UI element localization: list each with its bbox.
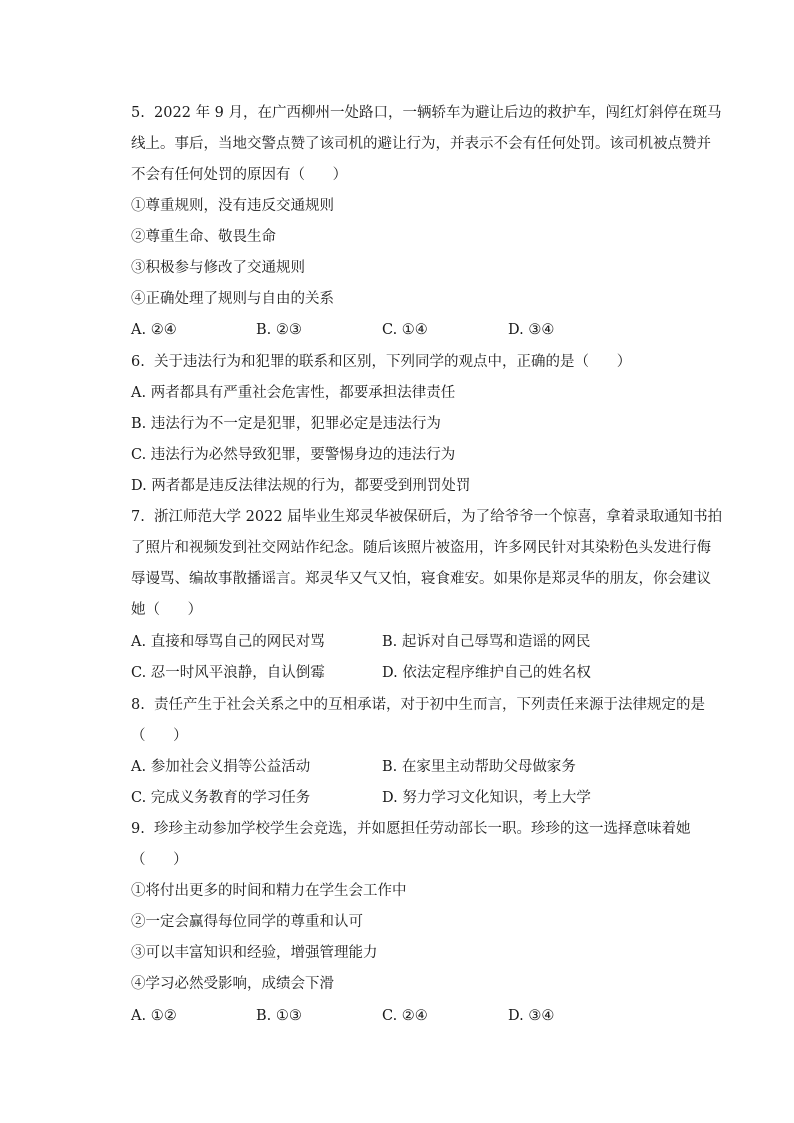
- q5-option-b: B. ②③: [256, 322, 302, 338]
- q7-option-b: B. 起诉对自己辱骂和造谣的网民: [382, 634, 591, 650]
- q8-option-a: A. 参加社会义捐等公益活动: [131, 759, 311, 775]
- q5-stem-line-1: 5. 2022 年 9 月，在广西柳州一处路口，一辆轿车为避让后边的救护车，闯红灯斜停在斑马: [131, 105, 722, 121]
- q9-option-d: D. ③④: [508, 1008, 555, 1024]
- q8-option-d: D. 努力学习文化知识，考上大学: [382, 790, 591, 806]
- q5-stem-line-2: 线上。事后，当地交警点赞了该司机的避让行为，并表示不会有任何处罚。该司机被点赞并: [131, 136, 711, 152]
- q9-option-c: C. ②④: [382, 1008, 428, 1024]
- q5-option-d: D. ③④: [508, 322, 555, 338]
- q5-item-1: ①尊重规则，没有违反交通规则: [131, 198, 334, 214]
- q9-item-3: ③可以丰富知识和经验，增强管理能力: [131, 945, 378, 961]
- q6-option-a: A. 两者都具有严重社会危害性，都要承担法律责任: [131, 385, 456, 401]
- q9-item-4: ④学习必然受影响，成绩会下滑: [131, 976, 334, 992]
- q6-option-c: C. 违法行为必然导致犯罪，要警惕身边的违法行为: [131, 447, 456, 463]
- q7-option-c: C. 忍一时风平浪静，自认倒霉: [131, 665, 325, 681]
- q5-item-2: ②尊重生命、敬畏生命: [131, 229, 276, 245]
- q6-option-d: D. 两者都是违反法律法规的行为，都要受到刑罚处罚: [131, 478, 471, 494]
- q5-item-4: ④正确处理了规则与自由的关系: [131, 291, 334, 307]
- q8-stem-line-2: （ ）: [131, 728, 188, 744]
- q9-option-a: A. ①②: [131, 1008, 177, 1024]
- q8-option-c: C. 完成义务教育的学习任务: [131, 790, 311, 806]
- q9-item-1: ①将付出更多的时间和精力在学生会工作中: [131, 883, 407, 899]
- q8-option-b: B. 在家里主动帮助父母做家务: [382, 759, 576, 775]
- q5-item-3: ③积极参与修改了交通规则: [131, 260, 305, 276]
- q7-stem-line-4: 她（ ）: [131, 602, 203, 618]
- q7-stem-line-2: 了照片和视频发到社交网站作纪念。随后该照片被盗用，许多网民针对其染粉色头发进行侮: [131, 540, 711, 556]
- q7-stem-line-1: 7. 浙江师范大学 2022 届毕业生郑灵华被保研后，为了给爷爷一个惊喜，拿着录取通知书拍: [131, 509, 723, 525]
- q7-option-a: A. 直接和辱骂自己的网民对骂: [131, 634, 325, 650]
- q8-stem-line-1: 8. 责任产生于社会关系之中的互相承诺，对于初中生而言，下列责任来源于法律规定的是: [131, 697, 706, 713]
- q6-stem: 6. 关于违法行为和犯罪的联系和区别，下列同学的观点中，正确的是（ ）: [131, 354, 632, 370]
- q9-option-b: B. ①③: [256, 1008, 302, 1024]
- q9-stem-line-1: 9. 珍珍主动参加学校学生会竞选，并如愿担任劳动部长一职。珍珍的这一选择意味着她: [131, 821, 691, 837]
- q5-option-c: C. ①④: [382, 322, 428, 338]
- q7-option-d: D. 依法定程序维护自己的姓名权: [382, 665, 591, 681]
- q7-stem-line-3: 辱谩骂、编故事散播谣言。郑灵华又气又怕，寝食难安。如果你是郑灵华的朋友，你会建议: [131, 571, 711, 587]
- q6-option-b: B. 违法行为不一定是犯罪，犯罪必定是违法行为: [131, 416, 441, 432]
- q5-option-a: A. ②④: [131, 322, 177, 338]
- q9-item-2: ②一定会赢得每位同学的尊重和认可: [131, 914, 363, 930]
- q5-stem-line-3: 不会有任何处罚的原因有（ ）: [131, 167, 348, 183]
- q9-stem-line-2: （ ）: [131, 852, 188, 868]
